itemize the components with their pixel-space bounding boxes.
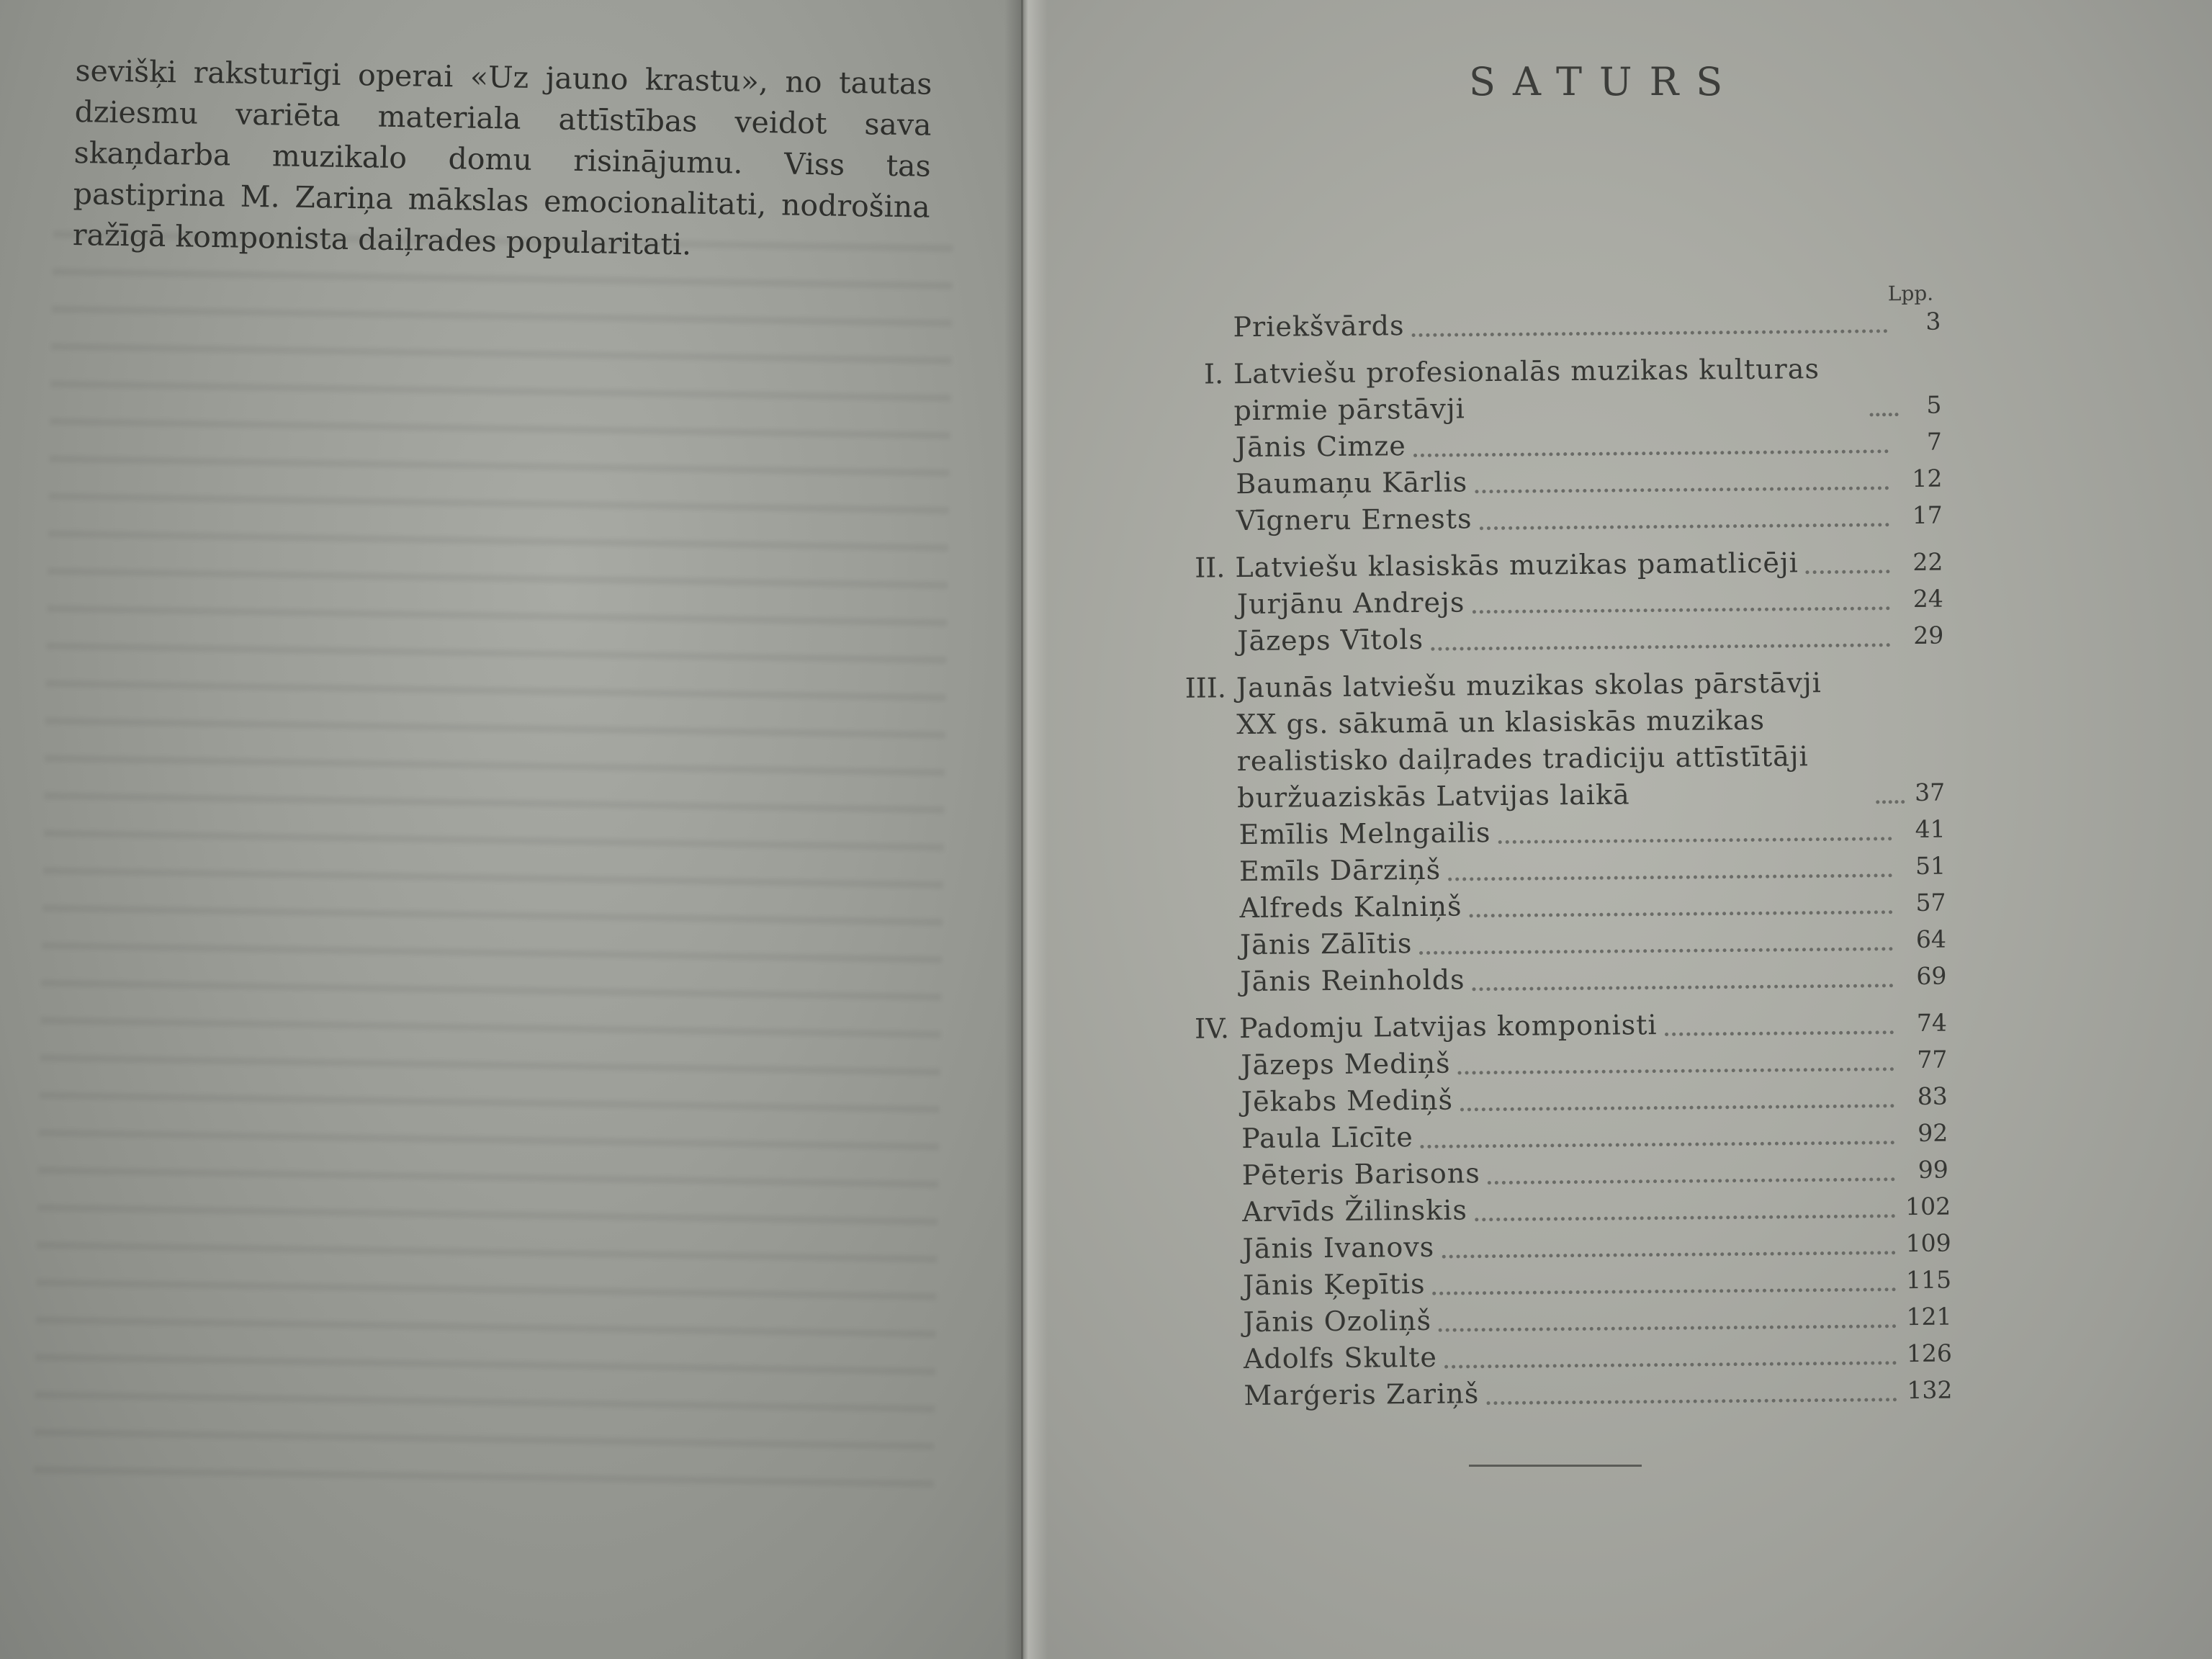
entry-title: Priekšvārds [1233,310,1405,343]
entry-title: Jāzeps Vītols [1237,623,1424,657]
entry-page-number: 64 [1915,925,1947,953]
section-number: I. [1203,358,1224,390]
entry-title: Emīls Dārziņš [1238,853,1442,888]
dot-leader [1413,449,1889,457]
toc-entry [1174,1151,1948,1195]
entry-title: Jānis Ozoliņš [1243,1304,1432,1339]
toc-entry [1166,303,1941,346]
entry-body [1233,303,1941,346]
entry-page-number: 41 [1915,814,1946,843]
toc-entry [1174,1115,1948,1158]
entry-body [1243,1335,1953,1378]
toc-entry [1172,884,1946,927]
entry-body [1242,1225,1951,1268]
dot-leader [1472,606,1890,613]
entry-page-number: 22 [1912,547,1943,576]
entry-page-number: 29 [1913,621,1944,649]
entry-page-number: 77 [1917,1045,1948,1074]
entry-title: Paula Līcīte [1241,1121,1413,1155]
toc-entry [1172,921,1946,964]
end-rule [1469,1465,1642,1467]
entry-body [1243,1298,1952,1341]
dot-leader [1431,643,1890,651]
entry-page-number: 57 [1915,888,1946,917]
entry-body [1239,884,1946,927]
toc-entry [1171,811,1945,854]
dot-leader [1444,1361,1897,1368]
entry-title: Pēteris Barisons [1241,1157,1480,1192]
entry-body [1239,1004,1947,1048]
entry-body [1236,423,1942,467]
book-gutter [1004,0,1048,1659]
entry-title: Jānis Cimze [1235,430,1406,464]
entry-page-number: 17 [1912,500,1943,529]
dot-leader [1488,1177,1895,1184]
entry-title: Alfreds Kalniņš [1239,890,1462,925]
toc-entry [1172,958,1946,1001]
entry-body [1235,544,1943,587]
entry-body [1237,580,1943,624]
dot-leader [1470,910,1893,917]
section-number: II. [1195,552,1226,584]
entry-title: Jānis Zālītis [1239,927,1413,961]
dot-leader [1412,329,1888,337]
dot-leader [1460,1104,1894,1111]
entry-page-number: 83 [1917,1082,1948,1110]
show-through-text [33,230,953,1504]
entry-body [1239,848,1946,891]
dot-leader [1433,1287,1897,1295]
toc-entry [1176,1372,1953,1415]
section-number: III. [1184,672,1227,704]
entry-body [1241,1041,1947,1084]
entry-body [1242,1262,1952,1305]
toc-entry [1173,1041,1947,1084]
left-page [0,0,1022,1659]
dot-leader [1442,1251,1895,1259]
entry-body [1240,921,1946,964]
dot-leader [1806,570,1890,574]
entry-title: Jānis Ķepītis [1242,1267,1426,1302]
entry-body [1241,1115,1948,1158]
entry-title: Jāzeps Mediņš [1241,1047,1451,1082]
dot-leader [1486,1398,1897,1405]
entry-title: Vīgneru Ernests [1236,503,1473,537]
toc-entry [1167,350,1942,430]
entry-title: Jurjānu Andrejs [1236,586,1465,621]
entry-body [1240,958,1946,1001]
entry-body [1236,664,1946,817]
dot-leader [1448,873,1892,881]
entry-body [1238,811,1945,854]
entry-page-number: 102 [1905,1192,1951,1221]
dot-leader [1473,984,1894,991]
toc-entry [1175,1262,1952,1305]
entry-page-number: 74 [1916,1008,1948,1037]
entry-page-number: 121 [1906,1302,1952,1331]
entry-body [1236,497,1943,540]
toc-entry [1172,848,1946,891]
entry-page-number: 7 [1926,427,1943,456]
entry-title: Jānis Ivanovs [1242,1231,1435,1265]
entry-title: Jēkabs Mediņš [1241,1084,1454,1118]
entry-page-number: 99 [1917,1155,1948,1184]
toc-entry [1169,617,1943,660]
toc-entry [1170,664,1946,817]
dot-leader [1876,800,1905,804]
left-paragraph: sevišķi raksturīgi operai «Uz jauno krastu», no tautas dziesmu variēta materiala attīstības veidot sava skaņdarba muzikalo domu risinājumu. Viss tas pastiprina M. Zariņa mākslas emocionalitati, nodrošina ražīgā komponista daiļrades popularitati. [72,53,932,262]
entry-title: Latviešu profesionalās muzikas kulturas pirmie pārstāvji [1233,353,1820,427]
dot-leader [1665,1030,1894,1036]
toc-entry [1175,1298,1952,1341]
page-column-label: Lpp. [1887,281,1934,306]
toc-entry [1168,423,1942,467]
toc-entry [1176,1335,1953,1378]
entry-page-number: 12 [1912,464,1943,493]
table-of-contents [1166,282,1951,1415]
entry-title: Jānis Reinholds [1240,963,1465,998]
entry-body [1236,460,1942,503]
entry-page-number: 69 [1916,961,1947,990]
toc-entry [1169,497,1943,540]
entry-title: Padomju Latvijas komponisti [1238,1009,1658,1045]
toc-entry [1173,1004,1947,1048]
toc-entry [1169,580,1943,624]
toc-entries [1166,282,1951,1415]
entry-body [1242,1151,1948,1195]
toc-entry [1174,1225,1951,1268]
entry-body [1244,1372,1953,1415]
entry-page-number: 126 [1906,1339,1953,1368]
toc-entry [1174,1078,1948,1121]
entry-page-number: 132 [1907,1375,1953,1405]
dot-leader [1458,1067,1894,1074]
entry-title: Arvīds Žilinskis [1242,1194,1468,1228]
entry-title: Marģeris Zariņš [1244,1377,1480,1412]
entry-page-number: 115 [1905,1265,1952,1295]
dot-leader [1419,947,1893,955]
entry-body [1237,617,1943,660]
entry-title: Baumaņu Kārlis [1236,466,1468,500]
entry-title: Jaunās latviešu muzikas skolas pārstāvji XX gs. sākumā un klasiskās muzikas realistisko daiļrades tradiciju attīstītāji buržuaziskās Latvijas laikā [1236,667,1822,814]
dot-leader [1480,523,1889,530]
dot-leader [1870,413,1899,416]
entry-page-number: 51 [1915,851,1946,880]
entry-body [1241,1078,1948,1121]
entry-page-number: 3 [1925,307,1941,336]
toc-entry [1168,460,1942,503]
dot-leader [1439,1324,1897,1332]
entry-title: Adolfs Skulte [1243,1341,1438,1375]
entry-page-number: 109 [1905,1228,1951,1258]
dot-leader [1498,837,1892,844]
dot-leader [1475,486,1889,493]
entry-body [1233,350,1942,430]
entry-page-number: 5 [1926,390,1942,419]
dot-leader [1421,1141,1895,1148]
entry-page-number: 24 [1912,584,1943,613]
toc-entry [1169,544,1943,587]
toc-entry [1174,1188,1951,1231]
entry-page-number: 92 [1917,1118,1948,1147]
dot-leader [1475,1214,1895,1221]
entry-title: Emīlis Melngailis [1238,817,1491,851]
entry-body [1242,1188,1951,1231]
entry-title: Latviešu klasiskās muzikas pamatlicēji [1235,547,1799,584]
section-number: IV. [1194,1012,1230,1045]
left-page-text [73,50,932,269]
contents-title: SATURS [1469,59,1740,104]
entry-page-number: 37 [1914,778,1946,806]
gutter-fold [1021,0,1023,1659]
